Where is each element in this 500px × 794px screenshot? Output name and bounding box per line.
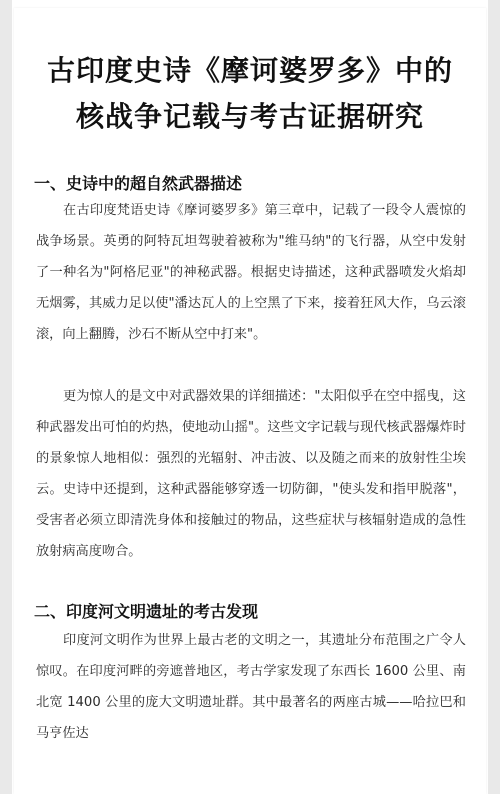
page-border-right xyxy=(488,0,500,794)
page-border-left xyxy=(0,0,12,794)
document-page xyxy=(14,8,486,794)
section-heading-2: 二、印度河文明遗址的考古发现 xyxy=(34,602,259,621)
section-heading-1: 一、史诗中的超自然武器描述 xyxy=(34,174,243,193)
section-1-paragraph-2: 更为惊人的是文中对武器效果的详细描述："太阳似乎在空中摇曳，这种武器发出可怕的灼热，使地动山摇"。这些文字记载与现代核武器爆炸时的景象惊人地相似：强烈的光辐射、冲击波、以及随之而来的放射性尘埃云。史诗中还提到，这种武器能够穿透一切防御，"使头发和指甲脱落"，受害者必须立即清洗身体和接触过的物品，这些症状与核辐射造成的急性放射病高度吻合。 xyxy=(36,389,466,559)
article-title: 古印度史诗《摩诃婆罗多》中的核战争记载与考古证据研究 xyxy=(46,54,453,133)
section-1-paragraph-1: 在古印度梵语史诗《摩诃婆罗多》第三章中，记载了一段令人震惊的战争场景。英勇的阿特瓦坦驾驶着被称为"维马纳"的飞行器，从空中发射了一种名为"阿格尼亚"的神秘武器。根据史诗描述，这种武器喷发火焰却无烟雾，其威力足以使"潘达瓦人的上空黑了下来，接着狂风大作，乌云滚滚，向上翻腾，沙石不断从空中打来"。 xyxy=(36,203,466,342)
section-2-paragraph-1: 印度河文明作为世界上最古老的文明之一，其遗址分布范围之广令人惊叹。在印度河畔的旁遮普地区，考古学家发现了东西长 1600 公里、南北宽 1400 公里的庞大文明遗址群。其中最著名的两座古城——哈拉巴和马亨佐达 xyxy=(36,633,466,741)
